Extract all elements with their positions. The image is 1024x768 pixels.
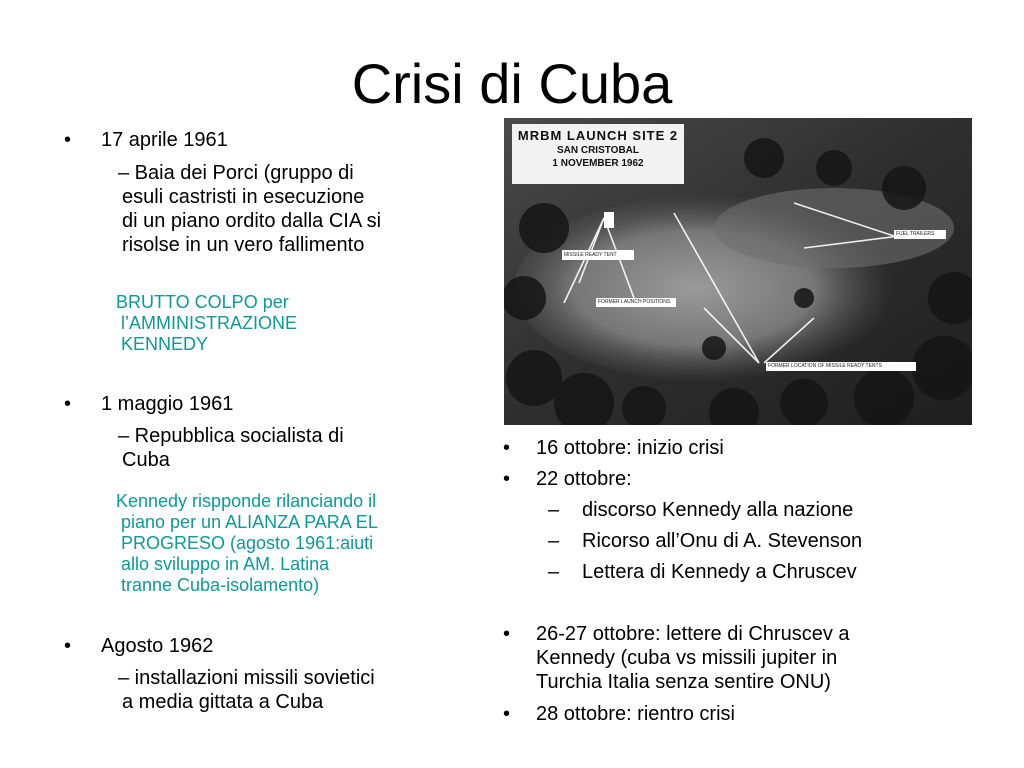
item-date: 1 maggio 1961 [101, 393, 234, 415]
photo-label: MISSILE READY TENT [564, 252, 617, 258]
detail-line: – installazioni missili sovietici [118, 667, 375, 689]
bullet-marker: • [503, 437, 511, 459]
note-line: KENNEDY [121, 334, 209, 354]
bullet-marker: • [64, 635, 72, 657]
note-line: BRUTTO COLPO per [116, 292, 289, 312]
item-date: Agosto 1962 [101, 635, 214, 657]
caption-line: SAN CRISTOBAL [556, 145, 640, 156]
note-line: Kennedy rispponde rilanciando il [116, 491, 377, 511]
note-line: allo sviluppo in AM. Latina [121, 554, 330, 574]
photo-label: FORMER LOCATION OF MISSILE READY TENTS [768, 363, 882, 369]
item-line: 26-27 ottobre: lettere di Chruscev a [536, 623, 850, 645]
photo-caption [512, 127, 684, 170]
item-detail [118, 424, 344, 472]
detail-line: risolse in un vero fallimento [122, 234, 365, 256]
bullet-marker: • [503, 703, 511, 725]
detail-line: – Repubblica socialista di [118, 425, 344, 447]
bullet-marker: • [64, 129, 72, 151]
item-text: 22 ottobre: [536, 468, 632, 490]
sub-item [548, 560, 857, 584]
bullet-marker: • [503, 468, 511, 490]
sub-item [548, 498, 854, 522]
item-text [536, 622, 850, 694]
dash-marker: – [548, 561, 560, 583]
item-line: Kennedy (cuba vs missili jupiter in [536, 647, 838, 669]
detail-line: esuli castristi in esecuzione [122, 186, 365, 208]
item-date: 17 aprile 1961 [101, 129, 228, 151]
note-line: piano per un ALIANZA PARA EL [121, 512, 378, 532]
detail-line: – Baia dei Porci (gruppo di [118, 162, 354, 184]
photo-label: FORMER LAUNCH POSITIONS [598, 299, 671, 305]
sub-item-text: Ricorso all’Onu di A. Stevenson [582, 530, 863, 552]
item-line: Turchia Italia senza sentire ONU) [536, 671, 831, 693]
note-line: l’AMMINISTRAZIONE [121, 313, 298, 333]
sub-item-text: Lettera di Kennedy a Chruscev [582, 561, 857, 583]
note-line: tranne Cuba-isolamento) [121, 575, 320, 595]
dash-marker: – [548, 530, 560, 552]
sub-item-text: discorso Kennedy alla nazione [582, 499, 854, 521]
bullet-marker: • [503, 623, 511, 645]
caption-line: MRBM LAUNCH SITE 2 [517, 128, 679, 143]
caption-line: 1 NOVEMBER 1962 [552, 158, 644, 169]
aerial-photo [504, 118, 972, 425]
detail-line: a media gittata a Cuba [122, 691, 324, 713]
detail-line: Cuba [122, 449, 170, 471]
item-detail [118, 666, 375, 714]
photo-label: FUEL TRAILERS [896, 231, 935, 237]
note-line: PROGRESO (agosto 1961:aiuti [121, 533, 374, 553]
item-detail [118, 161, 381, 257]
item-note [116, 491, 378, 596]
dash-marker: – [548, 499, 560, 521]
item-note [116, 292, 297, 355]
item-text: 16 ottobre: inizio crisi [536, 437, 724, 459]
detail-line: di un piano ordito dalla CIA si [122, 210, 382, 232]
sub-item [548, 529, 863, 553]
bullet-marker: • [64, 393, 72, 415]
item-text: 28 ottobre: rientro crisi [536, 703, 735, 725]
slide-title: Crisi di Cuba [351, 52, 673, 115]
